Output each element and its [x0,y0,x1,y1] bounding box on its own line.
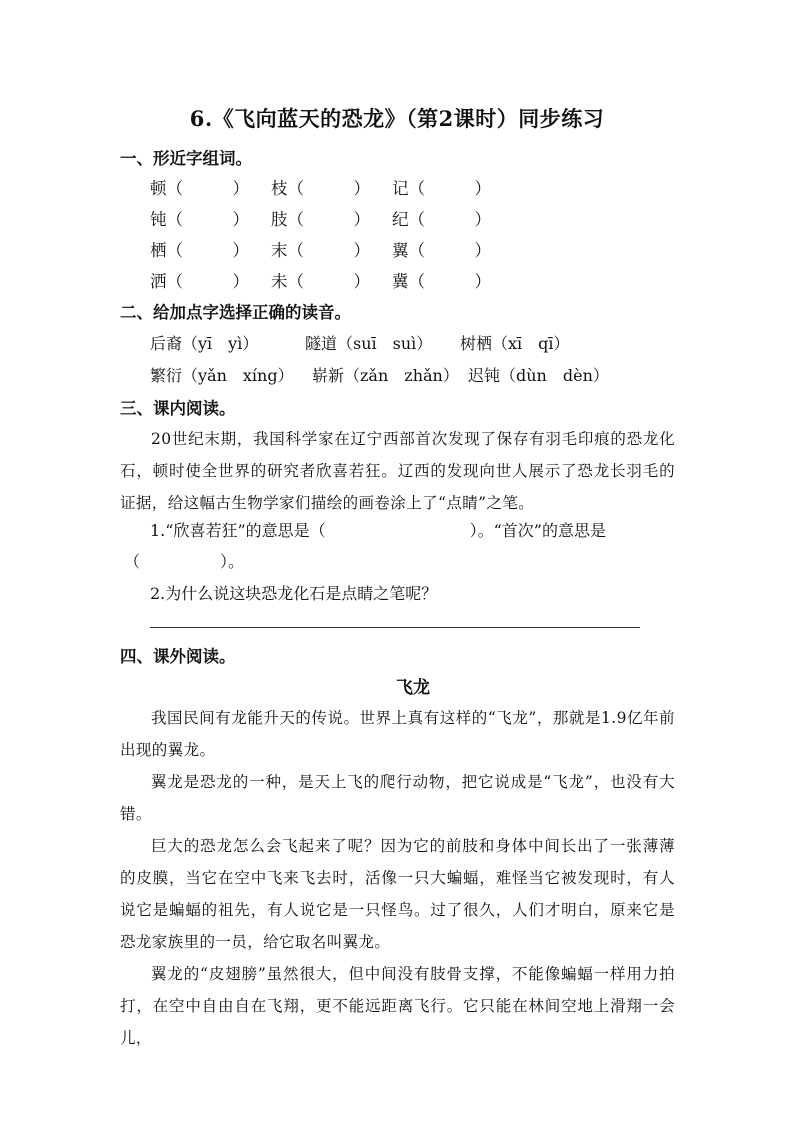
story-paragraph: 翼龙是恐龙的一种，是天上飞的爬行动物，把它说成是“飞龙”，也没有大错。 [120,773,675,823]
section3-heading: 三、课内阅读。 [120,399,236,418]
char-item: 记（ ） [392,179,491,198]
pinyin-item: 崭新（zǎn zhǎn） [312,366,459,385]
reading-passage: 20世纪末期，我国科学家在辽宁西部首次发现了保存有羽毛印痕的恐龙化石，顿时使全世界的研究者欣喜若狂。辽西的发现向世人展示了恐龙长羽毛的证据，给这幅古生物学家们描绘的画卷涂上了“点睛”之笔。 [120,430,675,512]
char-item: 未（ ） [271,272,370,291]
answer-line[interactable] [150,627,640,628]
section1-heading: 一、形近字组词。 [120,149,252,168]
section2-heading: 二、给加点字选择正确的读音。 [120,303,351,322]
char-item: 洒（ ） [150,272,249,291]
pinyin-item: 树栖（xī qī） [460,334,570,353]
pinyin-item: 迟钝（dùn dèn） [468,366,609,385]
char-item: 钝（ ） [150,210,249,229]
story-paragraph: 我国民间有龙能升天的传说。世界上真有这样的“飞龙”，那就是1.9亿年前出现的翼龙。 [120,709,675,759]
char-item: 末（ ） [271,241,370,260]
question-1: 1.“欣喜若狂”的意思是（ ）。“首次”的意思是 [150,521,606,540]
pinyin-item: 隧道（suī suì） [305,334,433,353]
char-item: 顿（ ） [150,179,249,198]
char-item: 翼（ ） [392,241,491,260]
story-paragraph: 巨大的恐龙怎么会飞起来了呢？因为它的前肢和身体中间长出了一张薄薄的皮膜，当它在空中飞来飞去时，活像一只大蝙蝠，难怪当它被发现时，有人说它是蝙蝠的祖先，有人说它是一只怪鸟。过了很久，人们才明白，原来它是恐龙家族里的一员，给它取名叫翼龙。 [120,837,675,951]
char-item: 肢（ ） [271,210,370,229]
question-1-blank: （ ）。 [124,552,245,571]
char-item: 栖（ ） [150,241,249,260]
pinyin-item: 后裔（yī yì） [150,334,259,353]
page-title: 6.《飞向蓝天的恐龙》（第2课时）同步练习 [189,106,605,131]
char-item: 纪（ ） [392,210,491,229]
char-item: 冀（ ） [392,272,491,291]
pinyin-item: 繁衍（yǎn xíng） [150,366,294,385]
story-title: 飞龙 [396,678,430,698]
story-paragraph: 翼龙的“皮翅膀”虽然很大，但中间没有肢骨支撑，不能像蝙蝠一样用力拍打，在空中自由自在飞翔，更不能远距离飞行。它只能在林间空地上滑翔一会儿， [120,965,675,1047]
question-2: 2.为什么说这块恐龙化石是点睛之笔呢？ [150,584,438,603]
section4-heading: 四、课外阅读。 [120,647,236,666]
char-item: 枝（ ） [271,179,370,198]
